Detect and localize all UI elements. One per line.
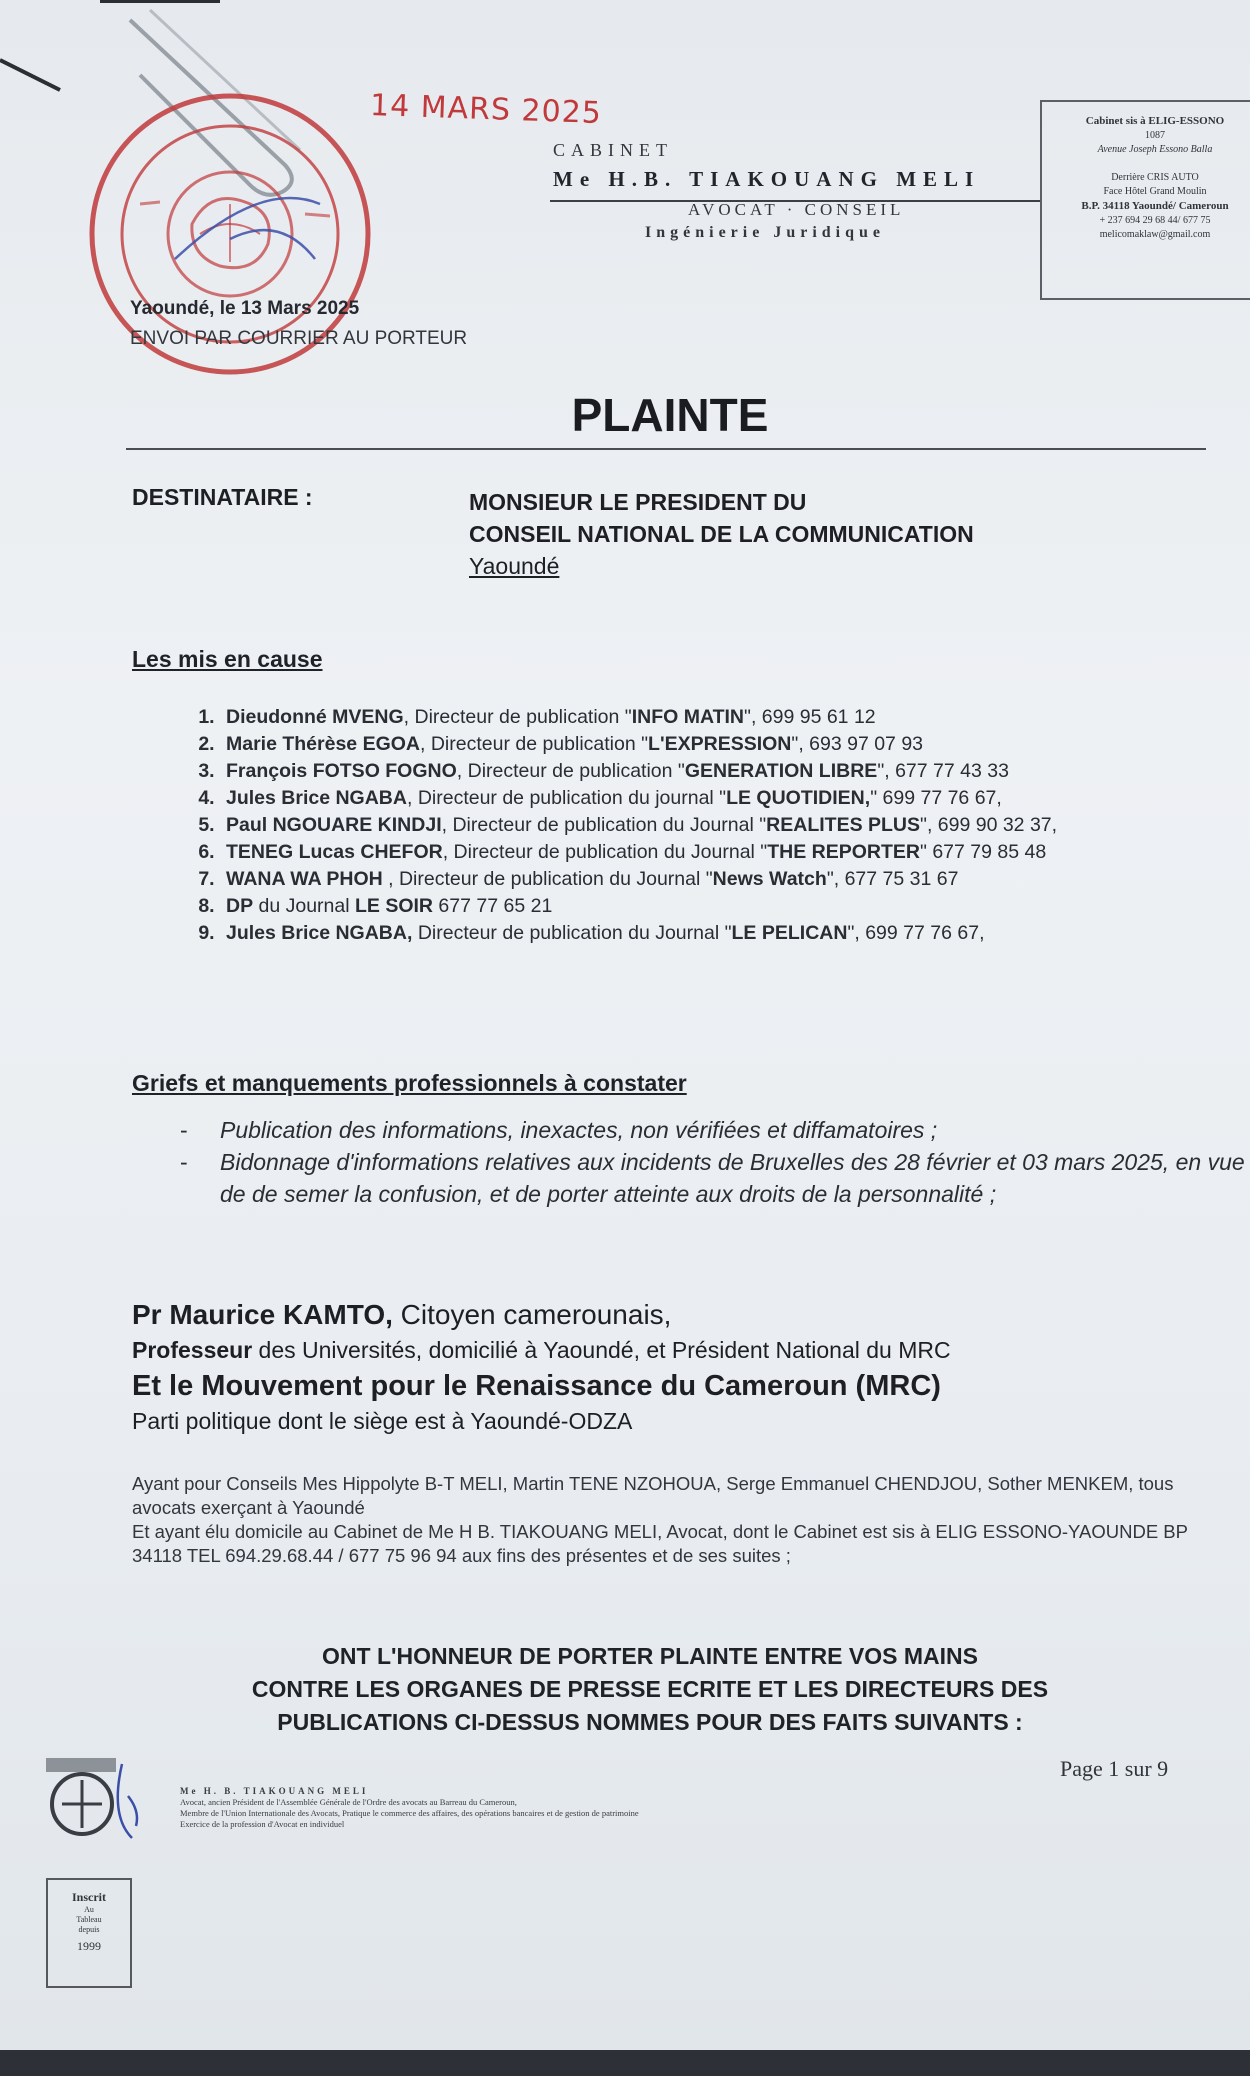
address-line: Face Hôtel Grand Moulin [1103,186,1207,197]
recipient-line: CONSEIL NATIONAL DE LA COMMUNICATION [469,521,974,547]
title-rule [126,448,1206,450]
plaintiff-1 [132,1298,671,1332]
accused-list [175,704,1250,947]
desk-surface [0,2050,1250,2076]
cabinet-letterhead [553,140,1023,192]
cabinet-label: CABINET [553,140,673,160]
recipient-block [469,486,974,582]
recipient-city: Yaoundé [469,553,560,579]
complaint-statement [120,1640,1180,1739]
registration-text: depuis [78,1925,100,1934]
address-line: Cabinet sis à ELIG-ESSONO [1085,115,1225,127]
accused-role: du Journal [253,895,355,917]
accused-role: , Directeur de publication du Journal " [442,841,768,863]
accused-role: Directeur de publication du Journal " [412,922,732,944]
accused-phone: ", 699 90 32 37, [920,814,1058,836]
counsel-block [132,1472,1207,1568]
accused-name: WANA WA PHOH [226,868,383,890]
accused-name: Paul NGOUARE KINDJI [226,814,442,836]
place-date: Yaoundé, le 13 Mars 2025 [130,298,360,319]
accused-name: Dieudonné MVENG [226,706,404,728]
plaintiff-1-title-rest: des Universités, domicilié à Yaoundé, et Président National du MRC [252,1337,951,1363]
plaintiff-1-desc: Citoyen camerounais, [392,1299,672,1330]
publication-name: GENERATION LIBRE [684,760,878,782]
document-title: PLAINTE [571,389,769,441]
registration-year: 1999 [77,1939,101,1953]
footer-line: Membre de l'Union Internationale des Avocats, Pratique le commerce des affaires, des opérations bancaires et de gestion de patrimoine [180,1808,639,1818]
accused-item [220,839,1250,866]
address-line: + 237 694 29 68 44/ 677 75 [1099,215,1211,226]
accused-phone: ", 699 77 76 67, [847,922,985,944]
plaintiff-1-title-bold: Professeur [132,1337,253,1363]
statement-line: CONTRE LES ORGANES DE PRESSE ECRITE ET LES DIRECTEURS DES [251,1676,1049,1702]
accused-phone: ", 693 97 07 93 [791,733,924,755]
accused-name: Marie Thérèse EGOA [226,733,420,755]
publication-name: REALITES PLUS [766,814,921,836]
accused-name: TENEG Lucas CHEFOR [226,841,443,863]
footer-line: Exercice de la profession d'Avocat en individuel [180,1819,345,1829]
address-line: melicomaklaw@gmail.com [1099,229,1211,240]
publication-name: News Watch [712,868,827,890]
publication-name: L'EXPRESSION [648,733,792,755]
grief-item: - Bidonnage d'informations relatives aux incidents de Bruxelles des 28 février et 03 mars 2025, en vue de de semer la confusion, et de porter atteinte aux droits de la personnalité ; [220,1146,1250,1210]
accused-role: , Directeur de publication du Journal " [382,868,713,890]
accused-phone: ", 677 77 43 33 [877,760,1009,782]
accused-name: François FOTSO FOGNO [226,760,457,782]
footer-name: Me H. B. TIAKOUANG MELI [180,1786,369,1796]
grief-item: - Publication des informations, inexactes, non vérifiées et diffamatoires ; [220,1114,1250,1146]
accused-phone: ", 699 95 61 12 [744,706,876,728]
publication-name: INFO MATIN [631,706,745,728]
statement-line: ONT L'HONNEUR DE PORTER PLAINTE ENTRE VOS MAINS [322,1643,978,1669]
accused-name: Jules Brice NGABA [226,787,407,809]
recipient-line: MONSIEUR LE PRESIDENT DU [469,489,807,515]
registration-label: Inscrit [72,1890,106,1904]
registration-text: Au [84,1905,94,1914]
accused-item [220,812,1250,839]
accused-name: Jules Brice NGABA, [226,922,413,944]
accused-item [220,758,1250,785]
law-scales-logo-icon [40,1756,150,1846]
plaintiff-1-name: Pr Maurice KAMTO, [132,1299,393,1330]
plaintiff-2: Et le Mouvement pour le Renaissance du Cameroun (MRC) [132,1370,941,1402]
accused-role: , Directeur de publication du journal " [406,787,727,809]
address-line: B.P. 34118 Yaoundé/ Cameroun [1081,200,1229,212]
received-date-stamp: 14 MARS 2025 [369,87,603,132]
accused-heading: Les mis en cause [132,646,323,672]
footer-text [180,1786,980,1830]
registration-text: Tableau [76,1915,102,1924]
publication-name: LE PELICAN [731,922,848,944]
accused-role: , Directeur de publication " [403,706,632,728]
accused-phone: 677 77 65 21 [433,895,553,917]
counsel-line: Ayant pour Conseils Mes Hippolyte B-T MELI, Martin TENE NZOHOUA, Serge Emmanuel CHENDJOU, Sother MENKEM, tous avocats exerçant à Yaoundé [132,1473,1174,1518]
address-box [1040,100,1250,300]
address-line: Avenue Joseph Essono Balla [1097,144,1213,155]
footer-line: Avocat, ancien Président de l'Assemblée Générale de l'Ordre des avocats au Barreau du Cameroun, [180,1797,517,1807]
statement-line: PUBLICATIONS CI-DESSUS NOMMES POUR DES FAITS SUIVANTS : [277,1709,1023,1735]
accused-item [220,704,1250,731]
accused-item [220,893,1250,920]
accused-item [220,731,1250,758]
accused-role: , Directeur de publication " [456,760,685,782]
address-line: Derrière CRIS AUTO [1111,172,1199,183]
counsel-line: Et ayant élu domicile au Cabinet de Me H B. TIAKOUANG MELI, Avocat, dont le Cabinet est sis à ELIG ESSONO-YAOUNDE BP 34118 TEL 694.29.68.44 / 677 75 96 94 aux fins des présentes et de ses suites ; [132,1521,1188,1566]
recipient-label: DESTINATAIRE : [132,484,313,510]
accused-phone: " 699 77 76 67, [870,787,1002,809]
accused-item [220,785,1250,812]
accused-phone: " 677 79 85 48 [920,841,1047,863]
address-line: 1087 [1145,130,1165,141]
accused-item [220,920,1250,947]
plaintiff-2-desc: Parti politique dont le siège est à Yaoundé-ODZA [132,1408,633,1434]
cabinet-name: Me H.B. TIAKOUANG MELI [553,167,981,191]
griefs-list [170,1114,1250,1210]
griefs-heading: Griefs et manquements professionnels à constater [132,1070,687,1096]
accused-role: , Directeur de publication du Journal " [441,814,767,836]
plaintiff-1-title [132,1337,951,1364]
cabinet-specialty: Ingénierie Juridique [645,224,886,241]
accused-item [220,866,1250,893]
page-number: Page 1 sur 9 [1060,1756,1169,1781]
cabinet-profession: AVOCAT · CONSEIL [688,200,905,219]
accused-name: DP [226,895,254,917]
delivery-method: ENVOI PAR COURRIER AU PORTEUR [130,328,468,349]
accused-role: , Directeur de publication " [420,733,649,755]
accused-phone: ", 677 75 31 67 [826,868,959,890]
publication-name: THE REPORTER [767,841,920,863]
publication-name: LE SOIR [355,895,434,917]
bar-registration-box [46,1878,132,1988]
publication-name: LE QUOTIDIEN, [726,787,871,809]
